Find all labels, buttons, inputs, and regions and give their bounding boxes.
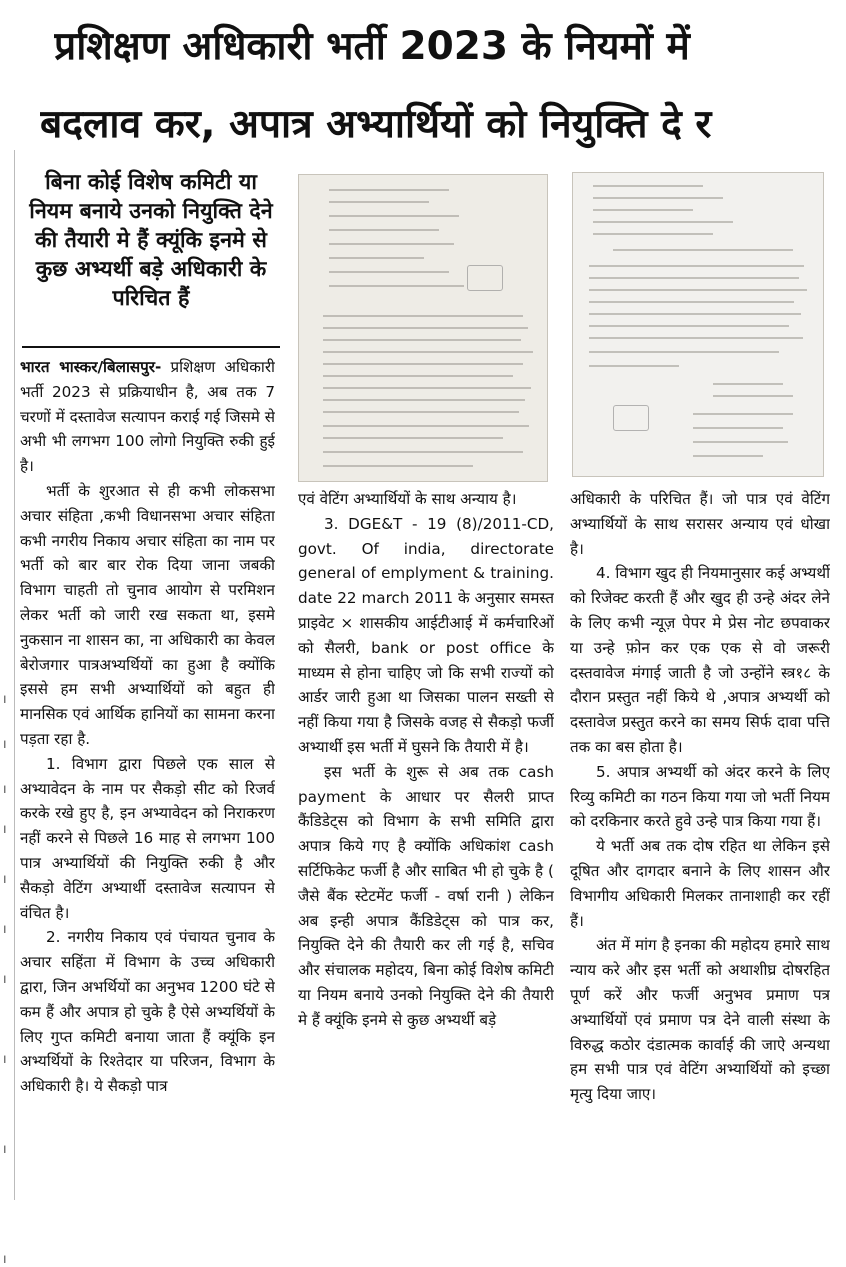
document-photo-1 (298, 174, 548, 482)
paragraph: 3. DGE&T - 19 (8)/2011-CD, govt. Of india, directorate general of emplyment & training. date 22 march 2011 के अनुसार समस्त प्राइवेट × शासकीय आईटीआई में कर्मचारिओं को सैलरी, bank or post office के माध्यम से होना चाहिए जो कि सभी राज्यों को आर्डर जारी हुआ था जिसका पालन सख्ती से नहीं किया गया है जिसके वजह से सैकड़ो फर्जी अभ्यार्थी इस भर्ती में घुसने कि तैयारी में है। (298, 514, 554, 756)
edge-char: । (2, 1052, 7, 1066)
edge-char: । (2, 692, 7, 706)
edge-char: । (2, 822, 7, 836)
headline-line-1: प्रशिक्षण अधिकारी भर्ती 2023 के नियमों में (54, 24, 690, 69)
paragraph: इस भर्ती के शुरू से अब तक cash payment के आधार पर सैलरी प्राप्त कैंडिडेट्स को विभाग के सभी समिति द्वारा अपात्र किये गए है क्योंकि अधिकांश cash सर्टिफिकेट फर्जी है और साबित भी हो चुके है ( जैसे बैंक स्टेटमेंट फर्जी - वर्षा रानी ) लेकिन अब इन्ही अपात्र कैंडिडेट्स को पात्र कर, नियुक्ति देने की तैयारी कर ली गई है, सचिव और संचालक महोदय, बिना कोई विशेष कमिटी या नियम बनाये उनको नियुक्ति देने की तैयारी मे हैं क्यूंकि इनमे से कुछ अभ्यर्थी बड़े (298, 762, 554, 1029)
edge-char: । (2, 1252, 7, 1266)
paragraph: 4. विभाग खुद ही नियमानुसार कई अभ्यर्थी को रिजेक्ट करती हैं और खुद ही उन्हे अंदर लेने के लिए कभी न्यूज़ पेपर मे प्रेस नोट छपवाकर या उन्हे फ़ोन कर एक एक से वो जरूरी दस्तवावेज मंगाई जाती है जो उन्होंने स्त्र१८ के दौरान प्रस्तुत नहीं किये थे ,अपात्र अभ्यर्थी को दस्तावेज प्रस्तुत करने का समय सिर्फ दावा पत्ति तक का बस होता है। (570, 564, 830, 756)
edge-char: । (2, 1142, 7, 1156)
paragraph: अंत में मांग है इनका की महोदय हमारे साथ न्याय करे और इस भर्ती को अथाशीघ्र दोषरहित पूर्ण करें और फर्जी अनुभव प्रमाण पत्र अभ्यार्थियों एवं प्रमाण पत्र देने वाली संस्था के विरुद्ध कठोर दंडात्मक कार्वाई की जाऐ अन्यथा हम सभी पात्र एवं वेटिंग अभ्यार्थियों को इच्छा मृत्यु दिया जाए। (570, 936, 830, 1104)
edge-char: । (2, 782, 7, 796)
deck-divider (22, 346, 280, 348)
edge-char: । (2, 922, 7, 936)
paragraph: अधिकारी के परिचित हैं। जो पात्र एवं वेटिंग अभ्यार्थियों के साथ सरासर अन्याय एवं धोखा है। (570, 490, 830, 558)
dateline: भारत भास्कर/बिलासपुर- (20, 358, 162, 376)
deck-subheadline: बिना कोई विशेष कमिटी या नियम बनाये उनको नियुक्ति देने की तैयारी मे हैं क्यूंकि इनमे से कुछ अभ्यर्थी बड़े अधिकारी के परिचित हैं (29, 170, 273, 311)
edge-char: । (2, 972, 7, 986)
paragraph: एवं वेटिंग अभ्यार्थियों के साथ अन्याय है। (298, 490, 517, 508)
edge-char: । (2, 737, 7, 751)
article-column-2 (298, 487, 554, 1200)
paragraph: भर्ती के शुरआत से ही कभी लोकसभा अचार संहिता ,कभी विधानसभा अचार संहिता कभी नगरीय निकाय अचार संहिता का नाम पर भर्ती को बार बार रोक दिया जाना जबकी विभाग चाहती तो चुनाव आयोग से परमिशन लेकर भर्ती को जारी रख सकता था, इसमे नुकसान ना शासन का, ना अधिकारी का केवल बेरोजगार पात्रअभ्यर्थियों का हुआ है क्योंकि इससे हम सभी अभ्यार्थियों को बहुत ही मानसिक एवं आर्थिक हानियों का सामना करना पड़ता रहा है. (20, 481, 275, 748)
article-column-1 (20, 355, 275, 1200)
paragraph: ये भर्ती अब तक दोष रहित था लेकिन इसे दूषित और दागदार बनाने के लिए शासन और विभागीय अधिकारी मिलकर तानाशाही कर रहीं हैं। (570, 837, 830, 930)
paragraph: 1. विभाग द्वारा पिछले एक साल से अभ्यावेदन के नाम पर सैकड़ो सीट को रिजर्व करके रखे हुए है, इन अभ्यावेदन को निराकरण नहीं करने से पिछले 16 माह से लगभग 100 पात्र अभ्यार्थियों की नियुक्ति रुकी है और सैकड़ो वेटिंग अभ्यार्थी दस्तावेज सत्यापन से वंचित है। (20, 754, 275, 922)
document-photo-2 (572, 172, 824, 477)
headline-line-2: बदलाव कर, अपात्र अभ्यार्थियों को नियुक्ति दे र (40, 102, 712, 147)
edge-char: । (2, 872, 7, 886)
paragraph: 2. नगरीय निकाय एवं पंचायत चुनाव के अचार सहिंता में विभाग के उच्च अधिकारी द्वारा, जिन अभर्थियों का अनुभव 1200 घंटे से कम हैं और अपात्र हो चुके है ऐसे अभ्यर्थियों के लिए गुप्त कमिटी बनाया जाता हैं क्यूंकि इन अभ्यर्थियों के रिश्तेदार या परिजन, विभाग के अधिकारी है। ये सैकड़ो पात्र (20, 928, 275, 1096)
left-edge-cut-column (0, 150, 15, 1266)
article-column-3 (570, 487, 830, 1200)
paragraph: 5. अपात्र अभ्यर्थी को अंदर करने के लिए रिव्यु कमिटी का गठन किया गया जो भर्ती नियम को दरकिनार करते हुवे उन्हे पात्र किया गया हैं। (570, 762, 830, 831)
paragraph: भारत भास्कर/बिलासपुर- प्रशिक्षण अधिकारी भर्ती 2023 से प्रक्रियाधीन है, अब तक 7 चरणों में दस्तावेज सत्यापन कराई गई जिसमे से अभी भी लगभग 100 लोगो नियुक्ति रुकी हुई है। (20, 358, 275, 476)
